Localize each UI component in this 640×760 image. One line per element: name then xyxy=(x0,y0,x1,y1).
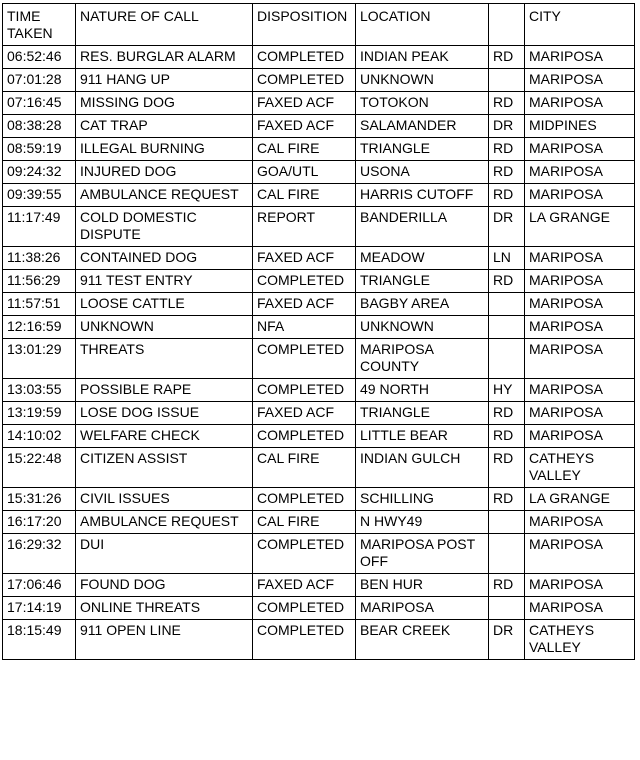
disposition-cell: FAXED ACF xyxy=(253,115,356,138)
suffix-cell xyxy=(489,316,525,339)
suffix-cell xyxy=(489,293,525,316)
table-row xyxy=(3,69,635,92)
time-cell: 09:24:32 xyxy=(3,161,76,184)
header-city: CITY xyxy=(525,4,635,46)
suffix-cell xyxy=(489,339,525,379)
disposition-cell: COMPLETED xyxy=(253,339,356,379)
city-cell: MARIPOSA xyxy=(525,379,635,402)
table-row xyxy=(3,115,635,138)
location-cell: MARIPOSA COUNTY xyxy=(356,339,489,379)
nature-cell: INJURED DOG xyxy=(76,161,253,184)
header-street-suffix xyxy=(489,4,525,46)
suffix-cell: RD xyxy=(489,92,525,115)
time-cell: 13:19:59 xyxy=(3,402,76,425)
suffix-cell: RD xyxy=(489,184,525,207)
city-cell: MARIPOSA xyxy=(525,402,635,425)
suffix-cell: RD xyxy=(489,574,525,597)
time-cell: 17:06:46 xyxy=(3,574,76,597)
time-cell: 11:17:49 xyxy=(3,207,76,247)
time-cell: 11:57:51 xyxy=(3,293,76,316)
suffix-cell: RD xyxy=(489,138,525,161)
city-cell: MARIPOSA xyxy=(525,92,635,115)
time-cell: 16:17:20 xyxy=(3,511,76,534)
location-cell: BAGBY AREA xyxy=(356,293,489,316)
city-cell: MARIPOSA xyxy=(525,534,635,574)
disposition-cell: COMPLETED xyxy=(253,534,356,574)
location-cell: MARIPOSA POST OFF xyxy=(356,534,489,574)
nature-cell: ILLEGAL BURNING xyxy=(76,138,253,161)
time-cell: 15:22:48 xyxy=(3,448,76,488)
time-cell: 12:16:59 xyxy=(3,316,76,339)
nature-cell: CITIZEN ASSIST xyxy=(76,448,253,488)
time-cell: 17:14:19 xyxy=(3,597,76,620)
location-cell: 49 NORTH xyxy=(356,379,489,402)
disposition-cell: COMPLETED xyxy=(253,425,356,448)
suffix-cell: DR xyxy=(489,620,525,660)
city-cell: LA GRANGE xyxy=(525,207,635,247)
table-row xyxy=(3,339,635,379)
location-cell: USONA xyxy=(356,161,489,184)
location-cell: MEADOW xyxy=(356,247,489,270)
location-cell: TRIANGLE xyxy=(356,138,489,161)
location-cell: BANDERILLA xyxy=(356,207,489,247)
table-row xyxy=(3,46,635,69)
suffix-cell: DR xyxy=(489,207,525,247)
location-cell: TRIANGLE xyxy=(356,270,489,293)
call-log xyxy=(2,3,635,660)
city-cell: MARIPOSA xyxy=(525,316,635,339)
suffix-cell: RD xyxy=(489,46,525,69)
table-row xyxy=(3,92,635,115)
table-row xyxy=(3,574,635,597)
table-row xyxy=(3,425,635,448)
nature-cell: CAT TRAP xyxy=(76,115,253,138)
location-cell: SCHILLING xyxy=(356,488,489,511)
time-cell: 16:29:32 xyxy=(3,534,76,574)
time-cell: 15:31:26 xyxy=(3,488,76,511)
nature-cell: 911 HANG UP xyxy=(76,69,253,92)
header-disposition: DISPOSITION xyxy=(253,4,356,46)
nature-cell: LOSE DOG ISSUE xyxy=(76,402,253,425)
table-body xyxy=(3,46,635,660)
suffix-cell: RD xyxy=(489,270,525,293)
table-row xyxy=(3,488,635,511)
location-cell: HARRIS CUTOFF xyxy=(356,184,489,207)
time-cell: 08:59:19 xyxy=(3,138,76,161)
header-location: LOCATION xyxy=(356,4,489,46)
city-cell: MARIPOSA xyxy=(525,511,635,534)
time-cell: 06:52:46 xyxy=(3,46,76,69)
nature-cell: POSSIBLE RAPE xyxy=(76,379,253,402)
disposition-cell: FAXED ACF xyxy=(253,574,356,597)
time-cell: 09:39:55 xyxy=(3,184,76,207)
time-cell: 13:01:29 xyxy=(3,339,76,379)
nature-cell: CIVIL ISSUES xyxy=(76,488,253,511)
time-cell: 07:01:28 xyxy=(3,69,76,92)
city-cell: MARIPOSA xyxy=(525,161,635,184)
location-cell: TOTOKON xyxy=(356,92,489,115)
table-row xyxy=(3,270,635,293)
nature-cell: THREATS xyxy=(76,339,253,379)
city-cell: MARIPOSA xyxy=(525,574,635,597)
city-cell: CATHEYS VALLEY xyxy=(525,448,635,488)
time-cell: 14:10:02 xyxy=(3,425,76,448)
suffix-cell: DR xyxy=(489,115,525,138)
suffix-cell: RD xyxy=(489,488,525,511)
nature-cell: FOUND DOG xyxy=(76,574,253,597)
city-cell: MARIPOSA xyxy=(525,270,635,293)
city-cell: MARIPOSA xyxy=(525,138,635,161)
disposition-cell: CAL FIRE xyxy=(253,138,356,161)
disposition-cell: REPORT xyxy=(253,207,356,247)
disposition-cell: CAL FIRE xyxy=(253,184,356,207)
city-cell: MARIPOSA xyxy=(525,184,635,207)
time-cell: 08:38:28 xyxy=(3,115,76,138)
table-row xyxy=(3,293,635,316)
location-cell: UNKNOWN xyxy=(356,69,489,92)
city-cell: MARIPOSA xyxy=(525,293,635,316)
time-cell: 18:15:49 xyxy=(3,620,76,660)
city-cell: MARIPOSA xyxy=(525,69,635,92)
location-cell: INDIAN PEAK xyxy=(356,46,489,69)
table-row xyxy=(3,402,635,425)
table-row xyxy=(3,448,635,488)
table-row xyxy=(3,597,635,620)
nature-cell: 911 OPEN LINE xyxy=(76,620,253,660)
suffix-cell: RD xyxy=(489,425,525,448)
location-cell: TRIANGLE xyxy=(356,402,489,425)
nature-cell: AMBULANCE REQUEST xyxy=(76,184,253,207)
table-row xyxy=(3,379,635,402)
table-row xyxy=(3,316,635,339)
disposition-cell: COMPLETED xyxy=(253,488,356,511)
nature-cell: RES. BURGLAR ALARM xyxy=(76,46,253,69)
nature-cell: CONTAINED DOG xyxy=(76,247,253,270)
time-cell: 13:03:55 xyxy=(3,379,76,402)
nature-cell: 911 TEST ENTRY xyxy=(76,270,253,293)
time-cell: 11:38:26 xyxy=(3,247,76,270)
nature-cell: MISSING DOG xyxy=(76,92,253,115)
call-log-table xyxy=(2,3,635,660)
city-cell: MARIPOSA xyxy=(525,46,635,69)
city-cell: MIDPINES xyxy=(525,115,635,138)
location-cell: INDIAN GULCH xyxy=(356,448,489,488)
nature-cell: LOOSE CATTLE xyxy=(76,293,253,316)
table-row xyxy=(3,161,635,184)
time-cell: 07:16:45 xyxy=(3,92,76,115)
disposition-cell: NFA xyxy=(253,316,356,339)
table-row xyxy=(3,207,635,247)
disposition-cell: COMPLETED xyxy=(253,270,356,293)
nature-cell: COLD DOMESTIC DISPUTE xyxy=(76,207,253,247)
disposition-cell: COMPLETED xyxy=(253,379,356,402)
nature-cell: UNKNOWN xyxy=(76,316,253,339)
disposition-cell: CAL FIRE xyxy=(253,448,356,488)
city-cell: CATHEYS VALLEY xyxy=(525,620,635,660)
table-row xyxy=(3,138,635,161)
location-cell: LITTLE BEAR xyxy=(356,425,489,448)
table-row xyxy=(3,620,635,660)
disposition-cell: FAXED ACF xyxy=(253,402,356,425)
nature-cell: ONLINE THREATS xyxy=(76,597,253,620)
nature-cell: DUI xyxy=(76,534,253,574)
location-cell: UNKNOWN xyxy=(356,316,489,339)
location-cell: N HWY49 xyxy=(356,511,489,534)
disposition-cell: FAXED ACF xyxy=(253,247,356,270)
suffix-cell: RD xyxy=(489,161,525,184)
disposition-cell: COMPLETED xyxy=(253,620,356,660)
suffix-cell xyxy=(489,69,525,92)
city-cell: LA GRANGE xyxy=(525,488,635,511)
disposition-cell: COMPLETED xyxy=(253,46,356,69)
suffix-cell: RD xyxy=(489,402,525,425)
city-cell: MARIPOSA xyxy=(525,425,635,448)
city-cell: MARIPOSA xyxy=(525,339,635,379)
disposition-cell: GOA/UTL xyxy=(253,161,356,184)
table-row xyxy=(3,511,635,534)
header-row xyxy=(3,4,635,46)
header-time-taken: TIME TAKEN xyxy=(3,4,76,46)
nature-cell: AMBULANCE REQUEST xyxy=(76,511,253,534)
time-cell: 11:56:29 xyxy=(3,270,76,293)
suffix-cell xyxy=(489,534,525,574)
nature-cell: WELFARE CHECK xyxy=(76,425,253,448)
location-cell: BEAR CREEK xyxy=(356,620,489,660)
suffix-cell xyxy=(489,511,525,534)
table-row xyxy=(3,184,635,207)
suffix-cell xyxy=(489,597,525,620)
suffix-cell: LN xyxy=(489,247,525,270)
location-cell: SALAMANDER xyxy=(356,115,489,138)
header-nature-of-call: NATURE OF CALL xyxy=(76,4,253,46)
disposition-cell: FAXED ACF xyxy=(253,92,356,115)
table-row xyxy=(3,534,635,574)
disposition-cell: COMPLETED xyxy=(253,69,356,92)
location-cell: MARIPOSA xyxy=(356,597,489,620)
location-cell: BEN HUR xyxy=(356,574,489,597)
city-cell: MARIPOSA xyxy=(525,597,635,620)
disposition-cell: COMPLETED xyxy=(253,597,356,620)
disposition-cell: CAL FIRE xyxy=(253,511,356,534)
table-row xyxy=(3,247,635,270)
suffix-cell: RD xyxy=(489,448,525,488)
suffix-cell: HY xyxy=(489,379,525,402)
disposition-cell: FAXED ACF xyxy=(253,293,356,316)
city-cell: MARIPOSA xyxy=(525,247,635,270)
